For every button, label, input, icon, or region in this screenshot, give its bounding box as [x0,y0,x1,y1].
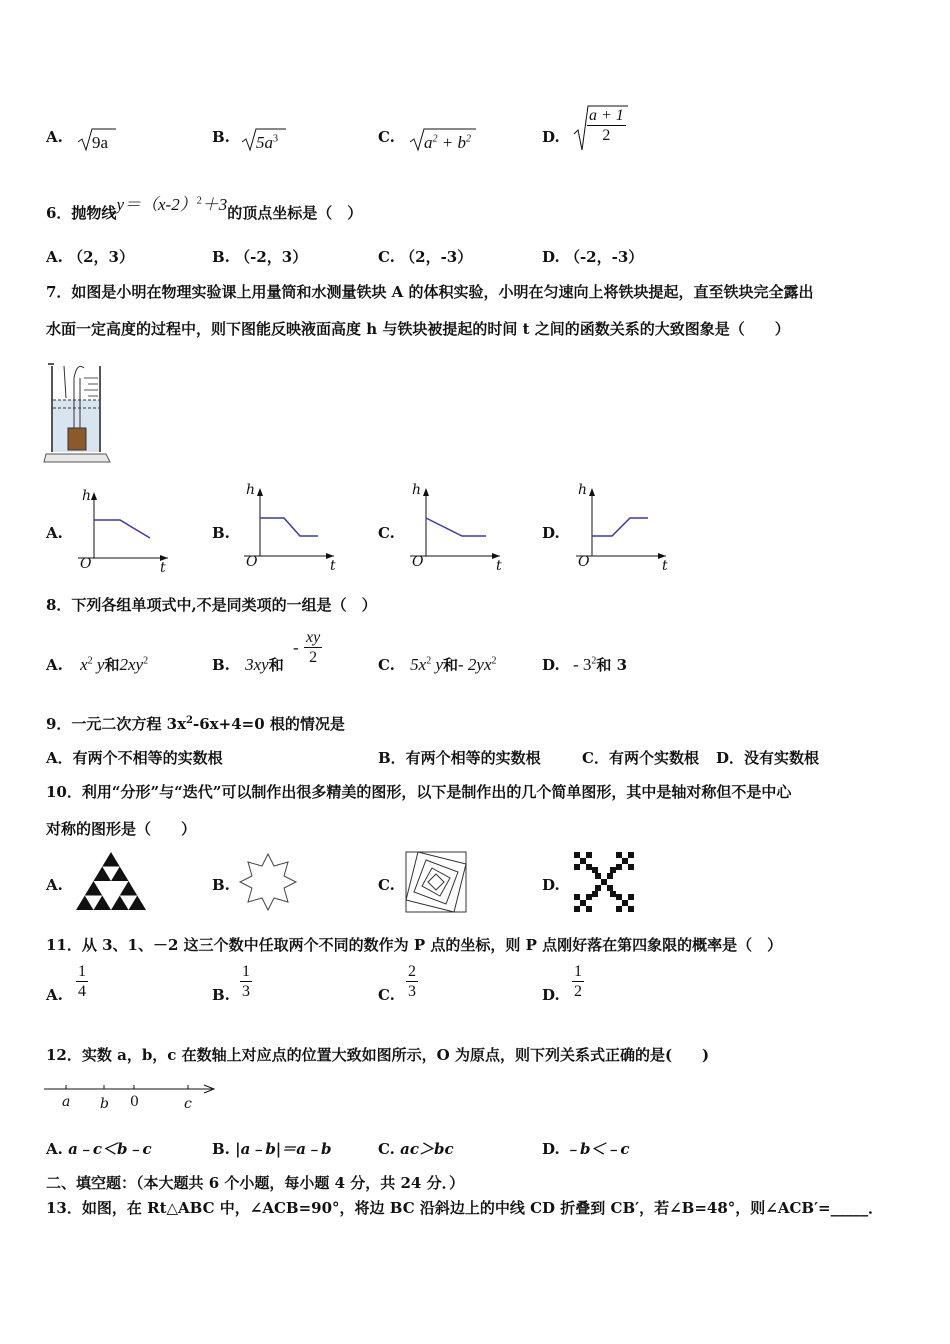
q7-c-axis-t: t [496,558,502,574]
graduated-cylinder-icon [44,358,114,466]
q5-option-a-label: A. [46,128,63,146]
q7-a-axis-h: h [82,488,92,504]
q12-option-b: B. |a﹣b|＝a﹣b [212,1140,332,1158]
q12-option-d: D. ﹣b＜﹣c [542,1140,630,1158]
q12-axis-label-a: a [62,1094,71,1110]
q10-option-b-label: B. [212,876,230,894]
q7-option-b-label: B. [212,524,230,542]
q11-option-b-label: B. [212,986,230,1004]
q7-option-d-label: D. [542,524,560,542]
q7-b-origin: O [246,554,258,570]
q13-stem: 13．如图，在 Rt△ABC 中，∠ACB=90°，将边 BC 沿斜边上的中线 CD 折叠到 CB′，若∠B=48°，则∠ACB′=_____． [46,1199,884,1217]
rotated-squares-icon [404,850,468,914]
q5-d-num: a + 1 [589,107,624,124]
q7-graph-b-curve [260,518,318,536]
q8-b-minus: - [293,638,299,657]
q6-option-d: D. （-2，-3） [542,248,644,266]
q5-option-a [46,128,63,146]
q10-option-d-label: D. [542,876,560,894]
q7-a-axis-t: t [160,560,166,576]
q6-option-a: A. （2，3） [46,248,134,266]
q7-d-axis-h: h [578,482,588,498]
q7-d-axis-t: t [662,558,668,574]
q6-prefix: 6．抛物线 [46,204,117,222]
q8-option-b: B. 3xy和 [212,655,284,674]
q12-axis-label-b: b [100,1096,109,1112]
q11-option-d-label: D. [542,986,560,1004]
q5-d-fraction [587,106,626,145]
q7-option-c-label: C. [378,524,395,542]
q6-stem [46,195,363,223]
q7-graph-d-curve [592,518,648,536]
q7-line1: 7．如图是小明在物理实验课上用量筒和水测量铁块 A 的体积实验，小明在匀速向上将铁块提起，直至铁块完全露出 [46,283,814,301]
q7-option-a-label: A. [46,524,63,542]
q5-d-den: 2 [602,127,611,144]
q6-formula: $y=(x-2)^2+3$ [116,195,228,214]
q8-stem: 8．下列各组单项式中,不是同类项的一组是（ ） [46,596,377,614]
q11-option-a-fraction: $\frac{1}{4}$ [78,963,86,1000]
cross-fractal-icon [574,852,634,912]
q7-d-origin: O [578,554,590,570]
q7-line2: 水面一定高度的过程中，则下图能反映液面高度 h 与铁块被提起的时间 t 之间的函数关系的大致图象是（ ） [46,320,790,338]
q5-option-b-label: B. [212,128,230,146]
q11-stem: 11．从 3、1、－2 这三个数中任取两个不同的数作为 P 点的坐标，则 P 点刚好落在第四象限的概率是（ ） [46,936,783,954]
q11-option-c-label: C. [378,986,395,1004]
q5-option-d-label: D. [542,128,560,146]
q12-stem: 12．实数 a，b，c 在数轴上对应点的位置大致如图所示，O 为原点，则下列关系式正确的是( ) [46,1046,710,1064]
q6-option-c: C. （2，-3） [378,248,473,266]
q11-option-c-fraction: $\frac{2}{3}$ [408,963,416,1000]
q8-option-c: C. $5x^2$ y和- $2yx^2$ [378,655,497,674]
q6-suffix: 的顶点坐标是（ ） [227,204,363,222]
q10-line2: 对称的图形是（ ） [46,820,197,838]
q12-option-c: C. ac＞bc [378,1140,454,1158]
q5-b-expr: $5a^3$ [256,133,278,152]
sierpinski-triangle-icon [74,850,148,912]
q7-b-axis-t: t [330,558,336,574]
q6-option-b: B. （-2，3） [212,248,308,266]
q12-axis-label-0: 0 [130,1094,139,1110]
q10-option-a-label: A. [46,876,63,894]
q11-option-d-fraction: $\frac{1}{2}$ [574,963,582,1000]
q11-option-b-fraction: $\frac{1}{3}$ [242,963,250,1000]
q9-option-a: A．有两个不相等的实数根 [46,749,223,767]
q5-a-expr: 9a [92,133,109,152]
q8-option-d: D. - $3^2$和 3 [542,655,628,674]
q7-b-axis-h: h [246,482,256,498]
q8-b-fraction: $\frac{xy}{2}$ [306,629,321,666]
koch-snowflake-icon [238,852,298,912]
q10-line1: 10．利用“分形”与“迭代”可以制作出很多精美的图形，以下是制作出的几个简单图形，其中是轴对称但不是中心 [46,783,792,801]
q7-c-origin: O [412,554,424,570]
q12-axis-label-c: c [184,1096,192,1112]
q9-option-d: D．没有实数根 [716,749,820,767]
q10-option-c-label: C. [378,876,395,894]
q9-option-c: C．有两个实数根 [582,749,699,767]
section2-title: 二、填空题：（本大题共 6 个小题，每小题 4 分，共 24 分．） [46,1174,465,1192]
q9-stem: 9．一元二次方程 $3x^2-6x+4=0$ 根的情况是 [46,715,345,733]
q8-option-a: A. $x^2$ y和$2xy^2$ [46,655,149,674]
q12-option-a: A. a﹣c＜b﹣c [46,1140,152,1158]
q7-a-origin: O [80,556,92,572]
q5-c-expr: $a^2 + b^2$ [424,133,471,152]
q7-graph-c-curve [426,518,486,536]
q9-option-b: B．有两个相等的实数根 [378,749,541,767]
q7-c-axis-h: h [412,482,422,498]
q5-option-c-label: C. [378,128,395,146]
q7-graph-a-curve [94,520,150,538]
q11-option-a-label: A. [46,986,63,1004]
